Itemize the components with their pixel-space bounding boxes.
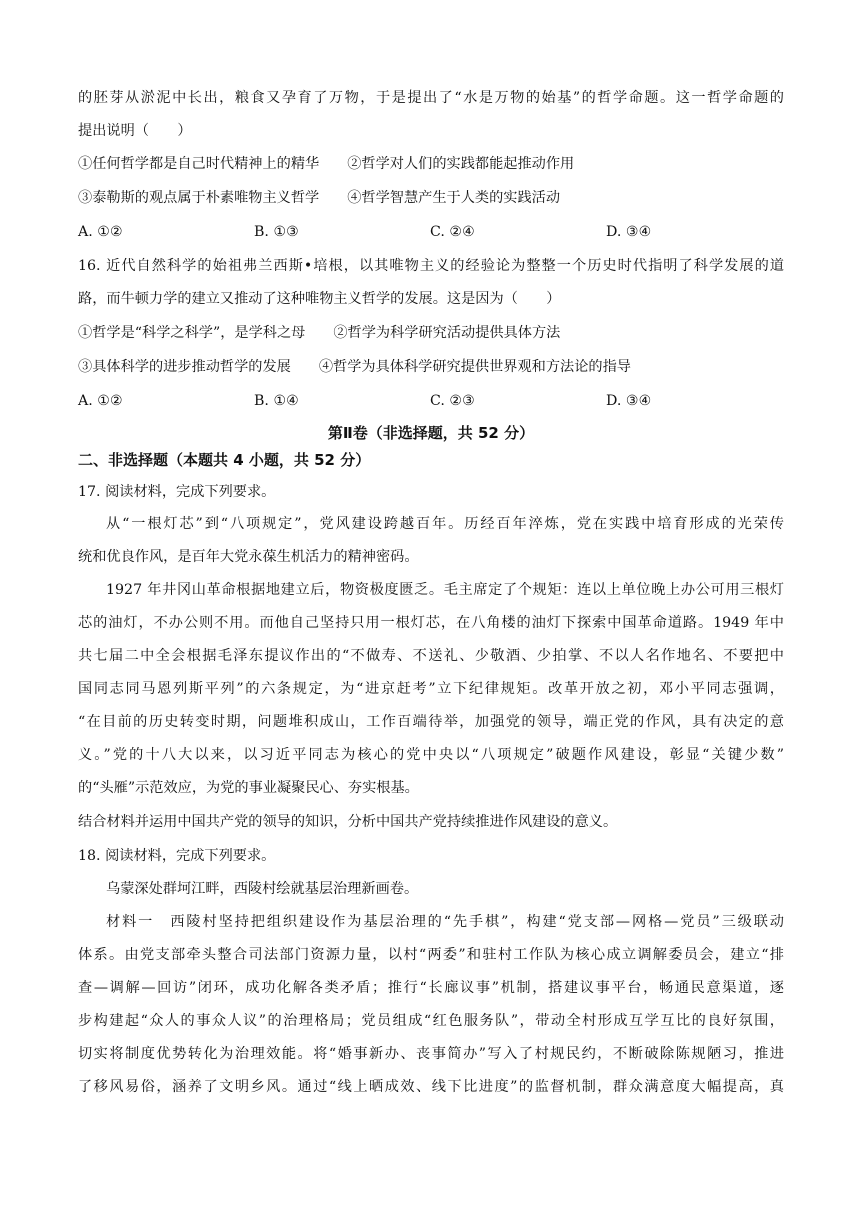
q17-paragraph-line: “在目前的历史转变时期，问题堆积成山，工作百端待举，加强党的领导，端正党的作风，具有决定的意	[78, 714, 784, 730]
q18-stem: 18. 阅读材料，完成下列要求。	[78, 848, 276, 864]
q15-stem-line: 的胚芽从淤泥中长出，粮食又孕育了万物，于是提出了“水是万物的始基”的哲学命题。这一哲学命题的	[78, 90, 784, 106]
q15-statement-4: ④哲学智慧产生于人类的实践活动	[347, 190, 561, 206]
q17-paragraph-line: 1927 年井冈山革命根据地建立后，物资极度匮乏。毛主席定了个规矩：连以上单位晚上办公可用三根灯	[106, 582, 784, 598]
q16-statement-2: ②哲学为科学研究活动提供具体方法	[333, 325, 561, 341]
q16-statement-1: ①哲学是“科学之科学”，是学科之母	[78, 325, 306, 341]
q16-statement-4: ④哲学为具体科学研究提供世界观和方法论的指导	[318, 359, 631, 375]
q17-task: 结合材料并运用中国共产党的领导的知识，分析中国共产党持续推进作风建设的意义。	[78, 814, 618, 830]
q15-statement-3: ③泰勒斯的观点属于朴素唯物主义哲学	[78, 190, 320, 206]
q15-options	[78, 222, 784, 242]
option-d[interactable]: D. ③④	[606, 393, 652, 409]
q15-statement-2: ②哲学对人们的实践都能起推动作用	[347, 156, 575, 172]
option-d[interactable]: D. ③④	[606, 224, 652, 240]
part-title: 二、非选择题（本题共 4 小题，共 52 分）	[78, 451, 371, 469]
q17-paragraph-line: 义。”党的十八大以来，以习近平同志为核心的党中央以“八项规定”破题作风建设，彰显“关键少数”	[78, 747, 784, 763]
q18-material-line: 查—调解—回访”闭环，成功化解各类矛盾；推行“长廊议事”机制，搭建议事平台，畅通民意渠道，逐	[78, 980, 784, 996]
volume-title: 第Ⅱ卷（非选择题，共 52 分）	[327, 424, 535, 442]
q15-statement-row	[78, 154, 784, 174]
option-b[interactable]: B. ①④	[254, 393, 299, 409]
q18-intro: 乌蒙深处群坷江畔，西陵村绘就基层治理新画卷。	[106, 881, 419, 897]
q18-material-line: 体系。由党支部牵头整合司法部门资源力量，以村“两委”和驻村工作队为核心成立调解委员会，建立“排	[78, 947, 784, 963]
option-c[interactable]: C. ②④	[430, 224, 475, 240]
q16-stem-line: 路，而牛顿力学的建立又推动了这种唯物主义哲学的发展。这是因为（ ）	[78, 291, 561, 307]
q17-paragraph-line: 从“一根灯芯”到“八项规定”，党风建设跨越百年。历经百年淬炼，党在实践中培育形成的光荣传	[106, 516, 784, 532]
option-b[interactable]: B. ①③	[254, 224, 299, 240]
q17-paragraph-line: 芯的油灯，不办公则不用。而他自己坚持只用一根灯芯，在八角楼的油灯下探索中国革命道路。1949 年中	[78, 615, 784, 631]
q16-stem-line: 16. 近代自然科学的始祖弗兰西斯•培根，以其唯物主义的经验论为整整一个历史时代指明了科学发展的道	[78, 258, 784, 274]
q16-statement-row	[78, 323, 784, 343]
q16-statement-3: ③具体科学的进步推动哲学的发展	[78, 359, 291, 375]
q17-paragraph-line: 国同志同马恩列斯平列”的六条规定，为“进京赶考”立下纪律规矩。改革开放之初，邓小平同志强调，	[78, 681, 784, 697]
option-a[interactable]: A. ①②	[78, 224, 123, 240]
q15-stem-line: 提出说明（ ）	[78, 123, 192, 139]
q17-stem: 17. 阅读材料，完成下列要求。	[78, 484, 276, 500]
q15-statement-1: ①任何哲学都是自己时代精神上的精华	[78, 156, 320, 172]
q18-material-line: 材料一 西陵村坚持把组织建设作为基层治理的“先手棋”，构建“党支部—网格—党员”三级联动	[106, 914, 784, 930]
option-c[interactable]: C. ②③	[430, 393, 475, 409]
q18-material-line: 了移风易俗，涵养了文明乡风。通过“线上晒成效、线下比进度”的监督机制，群众满意度大幅提高，真	[78, 1079, 784, 1095]
q17-paragraph-line: 的“头雁”示范效应，为党的事业凝聚民心、夯实根基。	[78, 780, 419, 796]
q17-paragraph-line: 统和优良作风，是百年大党永葆生机活力的精神密码。	[78, 549, 419, 565]
q18-material-line: 切实将制度优势转化为治理效能。将“婚事新办、丧事简办”写入了村规民约，不断破除陈规陋习，推进	[78, 1046, 784, 1062]
option-a[interactable]: A. ①②	[78, 393, 123, 409]
q16-statement-row	[78, 357, 784, 377]
q17-paragraph-line: 共七届二中全会根据毛泽东提议作出的“不做寿、不送礼、少敬酒、少拍掌、不以人名作地名、不要把中	[78, 648, 784, 664]
q16-options	[78, 391, 784, 411]
q15-statement-row	[78, 188, 784, 208]
q18-material-line: 步构建起“众人的事众人议”的治理格局；党员组成“红色服务队”，带动全村形成互学互比的良好氛围，	[78, 1013, 784, 1029]
